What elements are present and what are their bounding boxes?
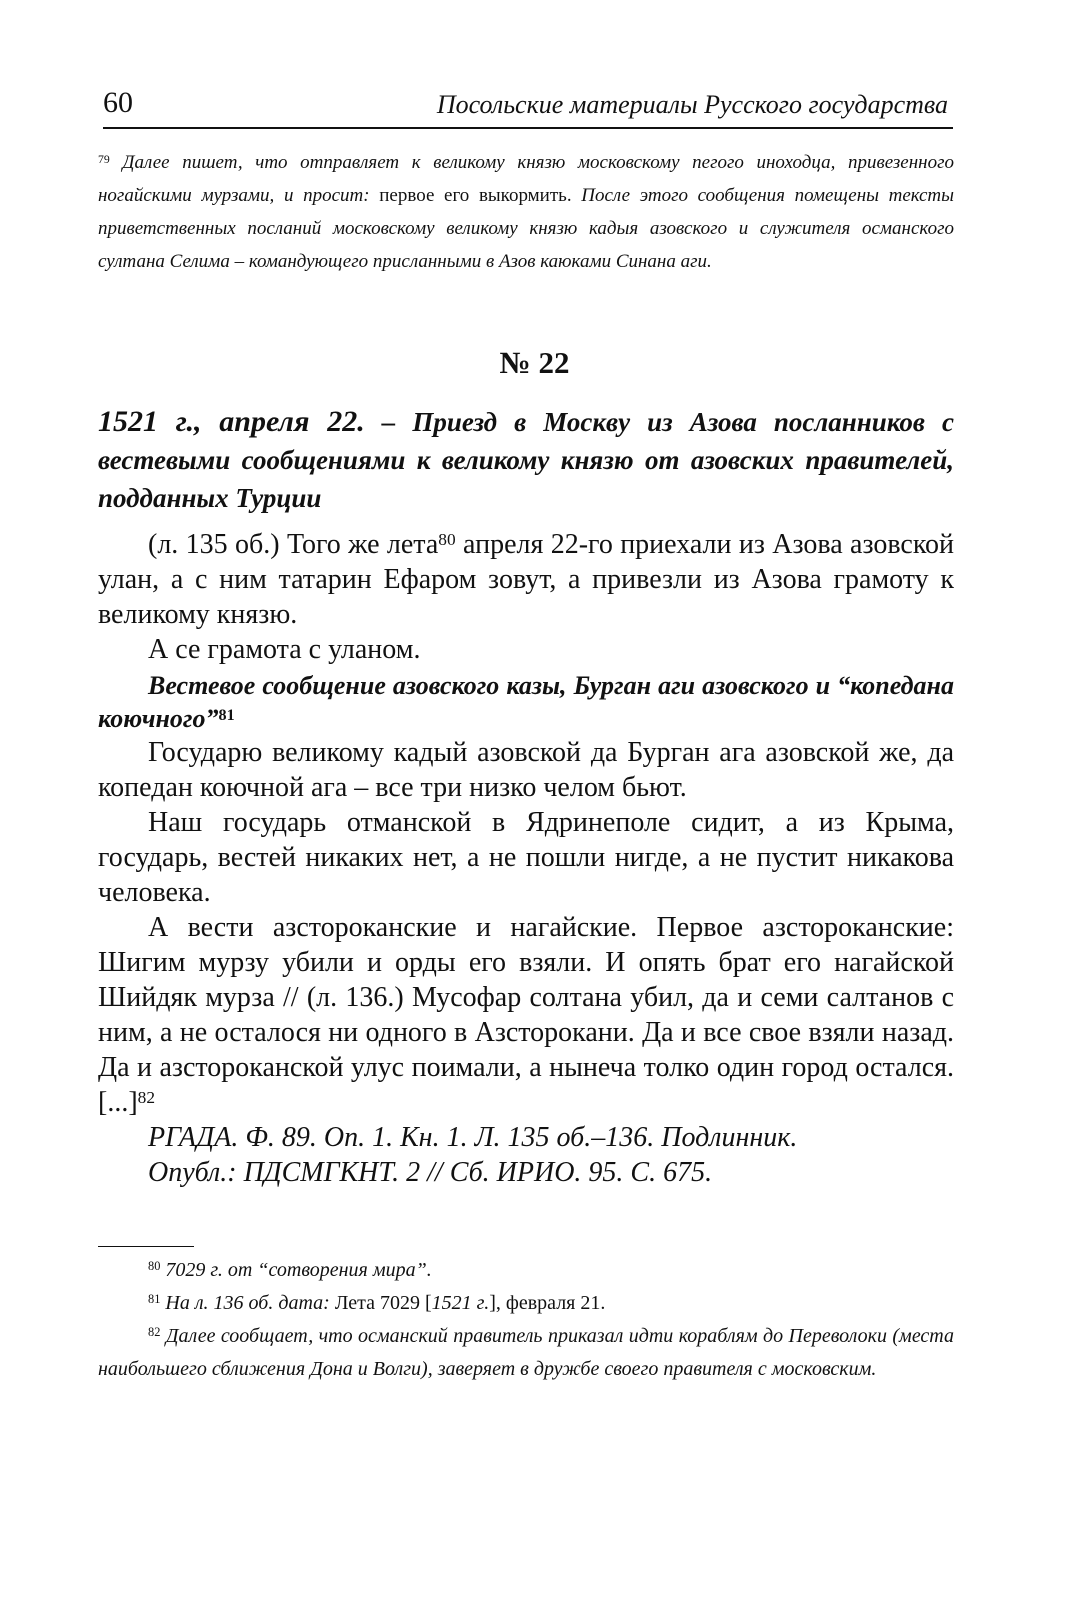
paragraph-news: [98, 910, 954, 1120]
footnote-ref-80[interactable]: 80: [438, 530, 456, 550]
running-title: Посольские материалы Русского государства: [436, 90, 948, 119]
document-number: № 22: [499, 345, 570, 380]
document-date: 1521 г., апреля 22.: [98, 405, 365, 438]
footnote-79-text-a: Далее пишет, что отправляет к великому князю московскому пегого иноходца, привезенного ногайскими мурзами, и просит:: [98, 152, 955, 206]
paragraph-intro: [98, 527, 954, 632]
footnote-82-text: Далее сообщает, что османский правитель приказал идти кораблям до Переволоки (места наибольшего сближения Дона и Волги), заверяет в дружбе своего правителя с московским.: [98, 1325, 954, 1380]
footnotes: [98, 1254, 954, 1386]
footnote-ref-81[interactable]: 81: [218, 706, 235, 724]
footnote-79: [98, 146, 954, 278]
paragraph-news-text: А вести азстороканские и нагайские. Первое азстороканские: Шигим мурзу убили и орды его взяли. И опять брат его нагайской Шийдяк мурза // (л. 136.) Мусофар солтана убил, да и семи салтанов с ним, а не осталося ни одного в Азсторокани. Да и все свое взяли назад. Да и азстороканской улус поимали, а нынеча толко один город остался. [...]: [98, 912, 954, 1118]
section-title: [98, 669, 954, 735]
footnote-79-number: 79: [98, 152, 110, 166]
footnote-81-italic: На л. 136 об. дата:: [165, 1292, 330, 1314]
document-title-text: – Приезд в Москву из Азова посланников с вестевыми сообщениями к великому князю от азовских правителей, подданных Турции: [98, 407, 954, 513]
paragraph-sovereign: Наш государь отманской в Ядринеполе сидит, а из Крыма, государь, вестей никаких нет, а не пошли нигде, а не пустит никакова человека.: [98, 807, 954, 908]
footnote-80-text: 7029 г. от “сотворения мира”.: [165, 1259, 432, 1281]
footnote-81-a: Лета 7029 [: [329, 1292, 432, 1314]
document-body: [98, 527, 954, 1190]
paragraph-greeting: Государю великому кадый азовской да Бурган ага азовской же, да копедан коючной ага – все три низко челом бьют.: [98, 737, 954, 803]
paragraph-intro-prefix: (л. 135 об.) Того же лета: [148, 529, 439, 560]
document-title: [98, 403, 954, 517]
footnote-rule: [98, 1246, 194, 1247]
footnote-79-text-b: После этого сообщения помещены тексты приветственных посланий московскому великому князю кадыя азовского и служителя османского султана Селима – командующего присланными в Азов каюками Синана аги.: [98, 185, 954, 272]
page-number: 60: [103, 86, 133, 119]
footnote-81-number: 81: [148, 1292, 161, 1307]
footnote-81: [98, 1287, 954, 1320]
footnote-82: [98, 1320, 954, 1386]
footnote-81-c: ], февраля 21.: [489, 1292, 606, 1314]
footnote-ref-82[interactable]: 82: [137, 1088, 156, 1108]
footnote-80: [98, 1254, 954, 1287]
footnote-82-number: 82: [148, 1325, 161, 1340]
section-title-text: Вестевое сообщение азовского казы, Бурган аги азовского и “копедана коючного”: [98, 671, 954, 733]
footnote-81-b: 1521 г.: [431, 1292, 490, 1314]
publication-source: Опубл.: ПДСМГКНТ. 2 // Сб. ИРИО. 95. С. 675.: [148, 1157, 713, 1188]
footnote-79-upright: первое его выкормить.: [379, 185, 572, 206]
running-header: [103, 86, 953, 126]
paragraph-intro-rest: апреля 22-го приехали из Азова азовской улан, а с ним татарин Ефаром зовут, а привезли из Азова грамоту к великому князю.: [98, 529, 954, 630]
archive-source: РГАДА. Ф. 89. Оп. 1. Кн. 1. Л. 135 об.–136. Подлинник.: [148, 1122, 798, 1153]
footnote-80-number: 80: [148, 1259, 161, 1274]
header-rule: [103, 127, 953, 129]
paragraph-gramota: А се грамота с уланом.: [148, 634, 421, 665]
